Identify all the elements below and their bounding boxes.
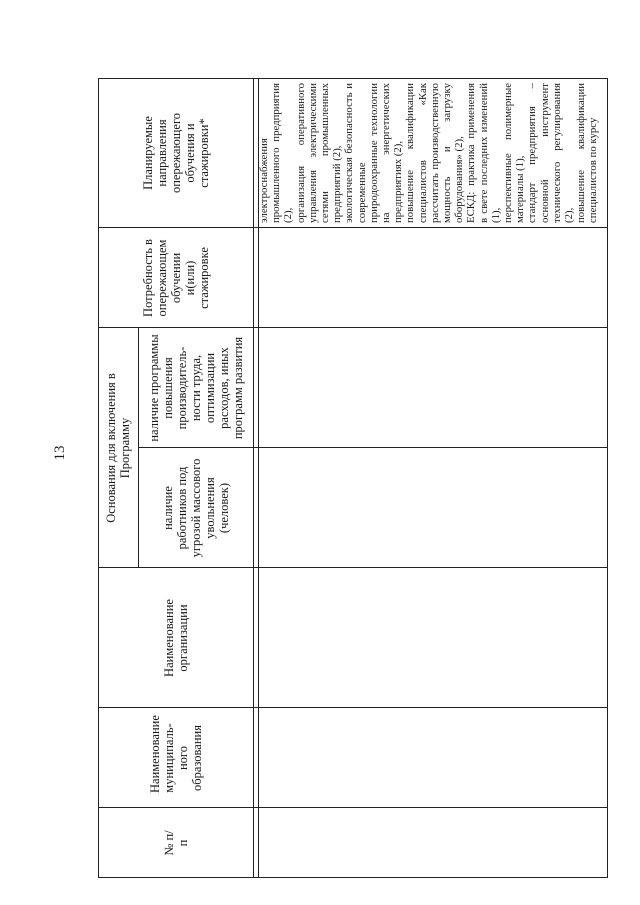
header-basis-dismissal	[138, 448, 253, 568]
header-municipality	[98, 708, 253, 808]
header-directions-text: Планируемые направления опережающего обучения и стажировки*	[140, 112, 211, 194]
header-bottom-line	[253, 78, 254, 878]
header-organization	[98, 568, 253, 708]
rotated-table	[98, 78, 608, 878]
header-directions	[98, 78, 253, 228]
directions-item: экологическая безопасность и современные природоохранные технологии на энергетических предприятиях (2),	[343, 83, 405, 223]
directions-item: повышение квалификации специалистов «Как рассчитать производственную мощность и загрузку оборудования» (2),	[404, 83, 466, 223]
header-num	[98, 808, 253, 878]
directions-item: ЕСКД: практика применения в свете последних изменений (1),	[465, 83, 502, 223]
directions-item: перспективные полимерные материалы (1),	[502, 83, 527, 223]
directions-item: стандарт предприятия – основной инструмент технического регулирования (2),	[526, 83, 576, 223]
directions-item: электроснабжения промышленного предприятия (2),	[258, 83, 295, 223]
header-basis-dismissal-text: наличие работников под угрозой массового увольнения (человек)	[160, 458, 231, 558]
header-need	[98, 228, 253, 328]
page-number: 13	[52, 445, 68, 461]
header-need-text: Потребность в опережающем обучении и(или) стажировке	[140, 239, 211, 317]
header-basis-programs-text: наличие программы повышения производитель- ности труда, оптимизации расходов, иных программ развития	[146, 334, 245, 442]
header-municipality-text: Наименование муниципаль- ного образования	[147, 715, 204, 793]
directions-item: повышение квалификации специалистов по курсу	[575, 83, 600, 223]
header-basis-group	[98, 328, 138, 568]
header-basis-programs	[138, 328, 253, 448]
directions-item: организация оперативного управления электрическими сетями промышленных предприятий (2),	[294, 83, 344, 223]
header-organization-text: Наименование организации	[161, 599, 190, 677]
header-num-text: № п/п	[161, 830, 190, 856]
directions-cell	[258, 83, 604, 223]
header-basis-group-text: Основания для включения в Программу	[104, 373, 132, 523]
